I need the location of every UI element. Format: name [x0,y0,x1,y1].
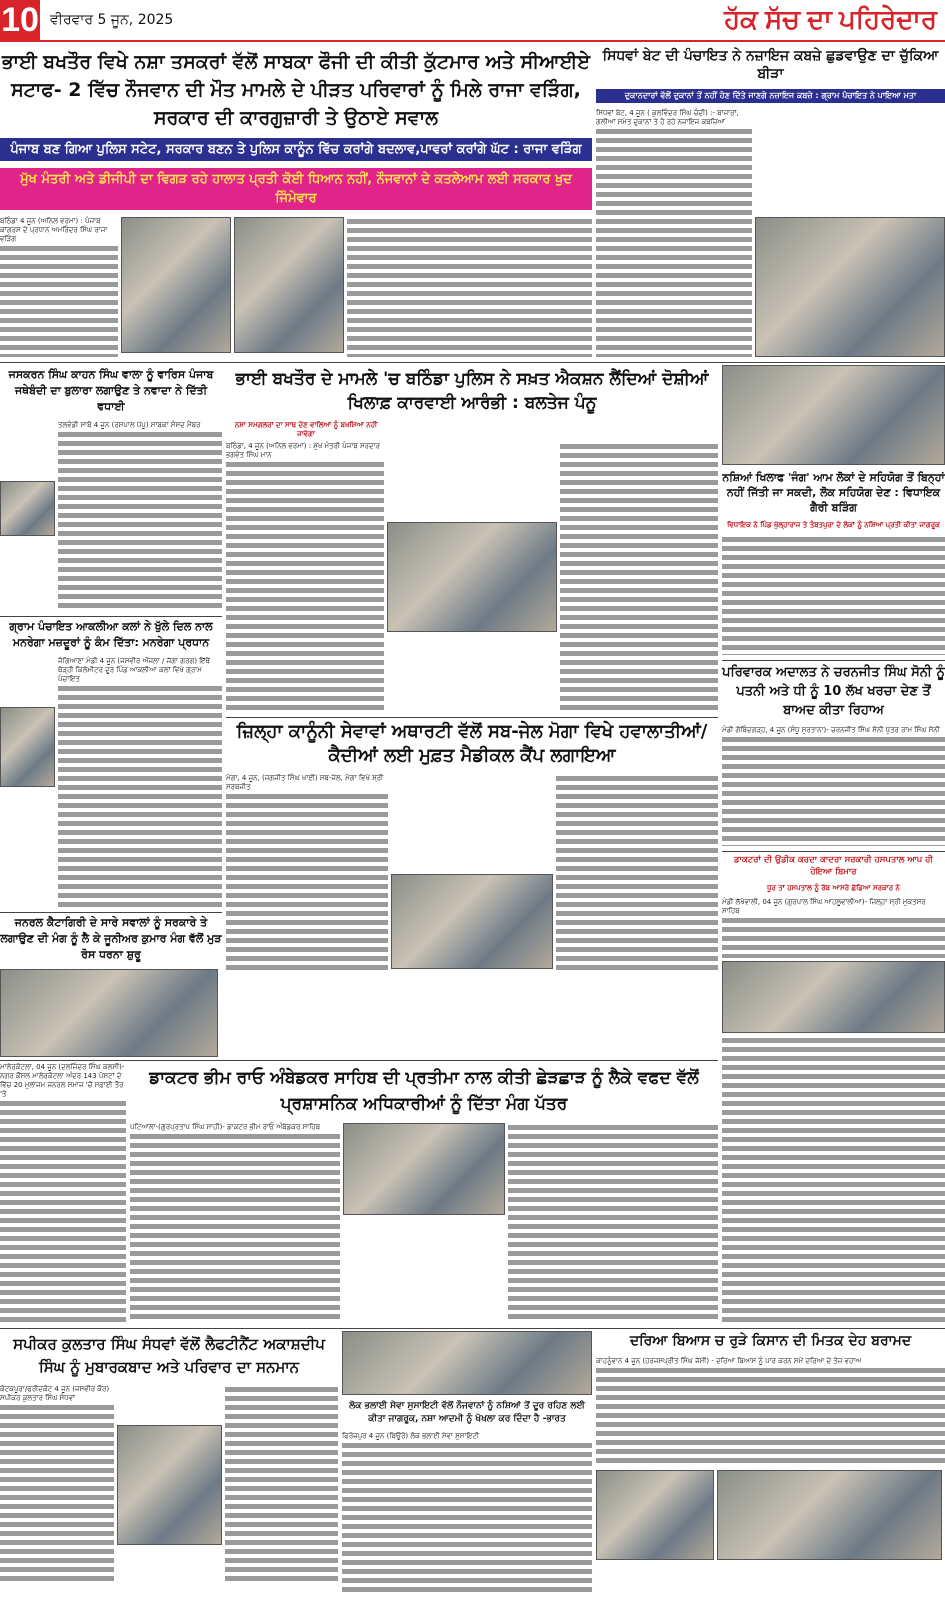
nasha-headline: ਨਸ਼ਿਆਂ ਖਿਲਾਫ 'ਜੰਗ' ਆਮ ਲੋਕਾਂ ਦੇ ਸਹਿਯੋਗ ਤੋਂ ਬਿਨ੍ਹਾਂ ਨਹੀਂ ਜਿੱਤੀ ਜਾ ਸਕਦੀ, ਲੋਕ ਸਹਿਯੋਗ ਦੇਣ : ਵਿਧਾਇਕ ਗੈਰੀ ਬੜਿੰਗ [722,471,945,514]
ambedkar-body: ਪਟਿਆਲਾ-(ਗੁਰਪ੍ਰਤਾਪ ਸਿੰਘ ਸਾਹੀ)- ਡਾਕਟਰ ਭੀਮ ਰਾਓ ਅੰਬੇਡਕਰ ਸਾਹਿਬ [130,1123,340,1323]
camp-headline: ਜ਼ਿਲ੍ਹਾ ਕਾਨੂੰਨੀ ਸੇਵਾਵਾਂ ਅਥਾਰਟੀ ਵੱਲੋਂ ਸਬ-ਜੇਲ ਮੋਗਾ ਵਿਖੇ ਹਵਾਲਾਤੀਆਂ/ਕੈਦੀਆਂ ਲਈ ਮੁਫ਼ਤ ਮੈਡੀਕਲ ਕੈਂਪ ਲਗਾਇਆ [226,717,718,768]
lead-subhead-pink: ਮੁੱਖ ਮੰਤਰੀ ਅਤੇ ਡੀਜੀਪੀ ਦਾ ਵਿਗੜ ਰਹੇ ਹਾਲਾਤ ਪ੍ਰਤੀ ਕੋਈ ਧਿਆਨ ਨਹੀਂ, ਨੌਜਵਾਨਾਂ ਦੇ ਕਤਲੇਆਮ ਲਈ ਸਰਕਾਰ ਖੁਦ ਜਿੰਮੇਵਾਰ [0,168,592,210]
ambedkar-row [0,1060,718,1323]
lead-body: ਬਠਿੰਡਾ 4 ਜੂਨ (ਅਨਿਲ ਵਰਮਾ) : ਪੰਜਾਬ ਕਾਂਗਰਸ ਦੇ ਪ੍ਰਧਾਨ ਅਮਰਿੰਦਰ ਸਿੰਘ ਰਾਜਾ ਵੜਿੰਗ [0,217,118,357]
camp-content [226,774,718,974]
speaker-content [0,1385,338,1585]
sidhwa-photo [755,217,945,357]
ambedkar-photo [343,1123,505,1215]
society-body: ਫਿਰੋਜ਼ਪੁਰ 4 ਜੂਨ (ਬਿਊਰੋ) ਲੋਕ ਭਲਾਈ ਸੇਵਾ ਸੁਸਾਇਟੀ [342,1432,592,1592]
camp-body-cont [556,774,718,974]
beas-photos [596,1470,945,1560]
adalat-body: ਮੰਡੀ ਗੋਬਿੰਦਗੜ੍ਹ, 4 ਜੂਨ (ਸੰਧੂ ਸੁਰਤਾਨਾ)- ਚਰਨਜੀਤ ਸਿੰਘ ਸੋਨੀ ਪੁੱਤਰ ਰਾਮ ਸਿੰਘ ਸੋਨੀ [722,726,945,846]
bathinda-content [226,442,718,712]
society-headline: ਲੋਕ ਭਲਾਈ ਸੇਵਾ ਸੁਸਾਇਟੀ ਵੱਲੋਂ ਨੌਜਵਾਨਾਂ ਨੂੰ ਨਸ਼ਿਆਂ ਤੋਂ ਦੂਰ ਰਹਿਣ ਲਈ ਕੀਤਾ ਜਾਗਰੂਕ, ਨਸ਼ਾ ਆਦਮੀ ਨੂੰ ਖੋਖਲਾ ਕਰ ਦਿੰਦਾ ਹੈ -ਭਾਰਤ [349,1401,585,1424]
speaker-headline: ਸਪੀਕਰ ਕੁਲਤਾਰ ਸਿੰਘ ਸੰਧਵਾਂ ਵੱਲੋਂ ਲੈਫਟੀਨੈਂਟ ਅਕਾਸ਼ਦੀਪ ਸਿੰਘ ਨੂੰ ਮੁਬਾਰਕਬਾਦ ਅਤੇ ਪਰਿਵਾਰ ਦਾ ਸਨਮਾਨ [13,1335,325,1376]
ambedkar-story [130,1063,718,1323]
lead-content [0,217,592,357]
lead-photo-2 [234,217,344,353]
doctor-body-cont [722,1036,945,1323]
nasha-subhead: ਵਿਧਾਇਕ ਨੇ ਪਿੰਡ ਖੁੱਲ੍ਹਾਰਾਜ ਤੇ ਤੰਬਤਪੁਰਾ ਦੇ ਲੋਕਾਂ ਨੂੰ ਨਸ਼ਿਆਂ ਪ੍ਰਤੀ ਕੀਤਾ ਜਾਗਰੂਕ [727,521,940,529]
general-headline: ਜਨਰਲ ਕੈਟਾਗਿਰੀ ਦੇ ਸਾਰੇ ਸਵਾਲਾਂ ਨੂੰ ਸਰਕਾਰੇ ਤੇ ਲਗਾਉਣ ਦੀ ਮੰਗ ਨੂੰ ਲੈ ਕੇ ਜੂਨੀਅਰ ਕੁਮਾਰ ਮੰਗ ਵੱਲੋਂ ਮੁੜ ਰੋਸ ਧਰਨਾ ਸ਼ੁਰੂ [0,912,222,963]
sidhwa-story [596,46,945,357]
page-number: 10 [1,1,39,39]
right-column [722,365,945,1323]
middle-left [0,365,718,1323]
speaker-body-cont [225,1385,339,1585]
manrega-photo [0,707,55,787]
lead-body-cont [347,217,592,357]
jaskaran-body: ਤਲਵੰਡੀ ਸਾਬੋ 4 ਜੂਨ (ਰਸ਼ਪਾਲ ਪੱਪੂ) ਸਾਬਕਾ ਸੰਸਦ ਮੈਂਬਰ [58,421,222,611]
beas-body: ਕਾਹਨੂੰਵਾਨ 4 ਜੂਨ (ਹਰਜਸਪ੍ਰੀਤ ਸਿੰਘ ਜੱਸੀ) - ਦਰਿਆ ਬਿਆਸ ਨੂੰ ਪਾਰ ਕਰਨ ਸਮੇਂ ਦਰਿਆ ਦੇ ਤੇਜ਼ ਵਹਾਅ [596,1357,945,1467]
camp-photo [391,874,553,969]
middle-left-grid [0,365,718,1057]
nasha-photo [722,365,945,465]
sidhwa-subhead: ਦੁਕਾਨਦਾਰਾਂ ਵੱਲੋਂ ਦੁਕਾਨਾਂ ਤੋਂ ਨਹੀਂ ਹੋਣ ਦਿੱਤੇ ਜਾਣਗੇ ਨਜ਼ਾਇਜ ਕਬਜ਼ੇ : ਗ੍ਰਾਮ ਪੰਚਾਇਤ ਨੇ ਪਾਇਆ ਮਤਾ [596,89,945,103]
adalat-headline: ਪਰਿਵਾਰਕ ਅਦਾਲਤ ਨੇ ਚਰਨਜੀਤ ਸਿੰਘ ਸੋਨੀ ਨੂੰ ਪਤਨੀ ਅਤੇ ਧੀ ਨੂੰ 10 ਲੱਖ ਖਰਚਾ ਦੇਣ ਤੋਂ ਬਾਅਦ ਕੀਤਾ ਰਿਹਾਅ [722,660,945,720]
doctor-headline: ਡਾਕਟਰਾਂ ਦੀ ਉਡੀਕ ਕਰਦਾ ਕਾਦਰਾ ਸਰਕਾਰੀ ਹਸਪਤਾਲ ਆਪ ਹੀ ਹੋਇਆ ਬਿਮਾਰ [722,851,945,878]
manrega-headline: ਗ੍ਰਾਮ ਪੰਚਾਇਤ ਆਕਲੀਆ ਕਲਾਂ ਨੇ ਖੁੱਲੇ ਦਿਲ ਨਾਲ ਮਨਰੇਗਾ ਮਜ਼ਦੂਰਾਂ ਨੂੰ ਕੰਮ ਦਿੱਤਾ: ਮਨਰੇਗਾ ਪ੍ਰਧਾਨ [0,616,222,651]
left-column [0,365,222,1057]
ambedkar-headline: ਡਾਕਟਰ ਭੀਮ ਰਾਓ ਅੰਬੇਡਕਰ ਸਾਹਿਬ ਦੀ ਪ੍ਰਤੀਮਾ ਨਾਲ ਕੀਤੀ ਛੇੜਛਾੜ ਨੂੰ ਲੈਕੇ ਵਫਦ ਵੱਲੋਂ ਪ੍ਰਸ਼ਾਸਨਿਕ ਅਧਿਕਾਰੀਆਂ ਨੂੰ ਦਿੱਤਾ ਮੰਗ ਪੱਤਰ [149,1068,699,1114]
sidhwa-body: ਸਿਧਵਾਂ ਬੇਟ, 4 ਜੂਨ ( ਕੁਲਵਿੰਦਰ ਸਿੰਘ ਚੰਦੀ) :- ਬਾਜ਼ਾਰਾਂ, ਗਲੀਆਂ ਸਮੇਤ ਦੁਕਾਨਾਂ ਤੇ ਹੋ ਰਹੇ ਨਜ਼ਾਇਜ ਕਬਜ਼ਿਆਂ [596,109,752,357]
issue-date: ਵੀਰਵਾਰ 5 ਜੂਨ, 2025 [50,12,174,28]
beas-story [596,1331,945,1592]
speaker-body: ਕੋਟਕਪੂਰਾ/ਫਰੀਦਕੋਟ 4 ਜੂਨ (ਜਸਵੀਰ ਕੌਰ) ਸਪੀਕਰ ਕੁਲਤਾਰ ਸਿੰਘ ਸੰਧਵਾਂ [0,1385,114,1585]
beas-photo-2 [717,1470,942,1560]
middle-section [0,362,945,1323]
general-protest-photo [0,969,218,1057]
bathinda-body-cont [560,442,718,712]
center-column [226,365,718,1057]
lead-subhead-blue: ਪੰਜਾਬ ਬਣ ਗਿਆ ਪੁਲਿਸ ਸਟੇਟ, ਸਰਕਾਰ ਬਣਨ ਤੇ ਪੁਲਿਸ ਕਾਨੂੰਨ ਵਿੱਚ ਕਰਾਂਗੇ ਬਦਲਾਵ,ਪਾਵਰਾਂ ਕਰਾਂਗੇ ਘੱਟ : ਰਾਜਾ ਵੜਿੰਗ [0,138,592,161]
jaskaran-content [0,421,222,611]
lead-headline: ਭਾਈ ਬਖਤੌਰ ਵਿਖੇ ਨਸ਼ਾ ਤਸਕਰਾਂ ਵੱਲੋਂ ਸਾਬਕਾ ਫੌਜੀ ਦੀ ਕੀਤੀ ਕੁੱਟਮਾਰ ਅਤੇ ਸੀਆਈਏ ਸਟਾਫ- 2 ਵਿੱਚ ਨੌਜਵਾਨ ਦੀ ਮੌਤ ਮਾਮਲੇ ਦੇ ਪੀੜਤ ਪਰਿਵਾਰਾਂ ਨੂੰ ਮਿਲੇ ਰਾਜਾ ਵੜਿੰਗ, ਸਰਕਾਰ ਦੀ ਕਾਰਗੁਜ਼ਾਰੀ ਤੇ ਉਠਾਏ ਸਵਾਲ [1,51,590,129]
jaskaran-photo [0,481,55,536]
beas-photo-1 [596,1470,714,1560]
doctor-subhead: ਧੂਰ ਤਾਂ ਹਸਪਤਾਲ ਨੂੰ ਰੱਬ ਆਸਰੇ ਛੱਡਿਆ ਸਰਕਾਰ ਨੇ [767,884,900,892]
bathinda-headline: ਭਾਈ ਬਖਤੌਰ ਦੇ ਮਾਮਲੇ 'ਚ ਬਠਿੰਡਾ ਪੁਲਿਸ ਨੇ ਸਖ਼ਤ ਐਕਸ਼ਨ ਲੈਂਦਿਆਂ ਦੋਸ਼ੀਆਂ ਖਿਲਾਫ਼ ਕਾਰਵਾਈ ਆਰੰਭੀ : ਬਲਤੇਜ ਪੰਨੂ [235,369,709,413]
masthead [0,0,945,42]
bathinda-photo [387,522,557,632]
bottom-section [0,1328,945,1592]
malerkotla-body: ਮਾਲੇਰਕੋਟਲਾ, 04 ਜੂਨ (ਦਲਜਿੰਦਰ ਸਿੰਘ ਕਲਸੀ)- ਨਗਰ ਕੌਂਸਲ ਮਾਲੇਰਕੋਟਲਾ ਅੰਦਰ 143 ਪੋਸਟਾਂ ਦੇ ਵਿੱਚ 20 ਮੁਲਾਜਮ ਜਨਰਲ ਸਮਾਜ 'ਚੋਂ ਸਫ਼ਾਈ ਤੌਰ 'ਤੇ [0,1063,126,1323]
ambedkar-content [130,1123,718,1323]
masthead-logo: ਹੱਕ ਸੱਚ ਦਾ ਪਹਿਰੇਦਾਰ [724,4,937,34]
beas-headline: ਦਰਿਆ ਬਿਆਸ ਚ ਰੁੜੇ ਕਿਸਾਨ ਦੀ ਮਿਤਕ ਦੇਹ ਬਰਾਮਦ [629,1333,912,1349]
speaker-story [0,1331,338,1592]
ambedkar-body-cont [508,1123,718,1323]
bathinda-body: ਬਠਿੰਡਾ, 4 ਜੂਨ (ਅਨਿਲ ਵਰਮਾ) : ਮੁੱਖ ਮੰਤਰੀ ਪੰਜਾਬ ਸਰਦਾਰ ਭਗਵੰਤ ਸਿੰਘ ਮਾਨ [226,442,384,712]
society-story [342,1331,592,1592]
sidhwa-headline: ਸਿਧਵਾਂ ਬੇਟ ਦੀ ਪੰਚਾਇਤ ਨੇ ਨਜ਼ਾਇਜ ਕਬਜ਼ੇ ਛੁਡਵਾਉਣ ਦਾ ਚੁੱਕਿਆ ਬੀੜਾ [602,48,939,82]
sidhwa-content [596,109,945,357]
speaker-photo [117,1425,222,1545]
manrega-content [0,657,222,907]
hospital-photo [722,961,945,1033]
camp-body: ਮੋਗਾ, 4 ਜੂਨ, (ਜਗਜੀਤ ਸਿੰਘ ਖਾਈ) ਸਬ-ਜੇਲ, ਮੋਗਾ ਵਿਖੇ ਸ਼੍ਰੀ ਸਰਬਜੀਤ [226,774,388,974]
nasha-body [722,535,945,655]
lead-story [0,46,592,357]
manrega-body: ਜੋਗਿਆਣਾ ਮੰਡੀ 4 ਜੂਨ (ਜਸਵੀਰ ਔਜਲਾ / ਜੱਗਾ ਗਰਗ) ਇੱਥੋਂ ਥੋੜ੍ਹੀ ਕਿਲੋਮੀਟਰ ਦੂਰ ਪਿੰਡ ਆਕਲੀਆ ਕਲਾਂ ਵਿਖੇ ਗ੍ਰਾਮ ਪੰਚਾਇਤ [58,657,222,907]
top-section [0,46,945,357]
society-photo [342,1331,592,1395]
lead-photo-1 [121,217,231,353]
bathinda-kicker: ਨਸ਼ਾ ਸਮਗਲਰਾਂ ਦਾ ਸਾਥ ਦੇਣ ਵਾਲਿਆਂ ਨੂੰ ਬਖਸ਼ਿਆ ਨਹੀਂ ਜਾਵੇਗਾ [234,421,378,438]
doctor-body: ਮੰਡੀ ਲੱਖੇਵਾਲੀ, 04 ਜੂਨ (ਗੁਰਪਾਲ ਸਿੰਘ ਆਹਲੂਵਾਲੀਆ)- ਜ਼ਿਲ੍ਹਾ ਸ੍ਰੀ ਮੁਕਤਸਰ ਸਾਹਿਬ [722,898,945,958]
jaskaran-headline: ਜਸਕਰਨ ਸਿੰਘ ਕਾਹਨ ਸਿੰਘ ਵਾਲਾ ਨੂੰ ਵਾਰਿਸ ਪੰਜਾਬ ਜਥੇਬੰਦੀ ਦਾ ਬੁਲਾਰਾ ਲਗਾਉਣ ਤੇ ਨਵਾਦਾ ਨੇ ਦਿੱਤੀ ਵਧਾਈ [8,368,214,413]
